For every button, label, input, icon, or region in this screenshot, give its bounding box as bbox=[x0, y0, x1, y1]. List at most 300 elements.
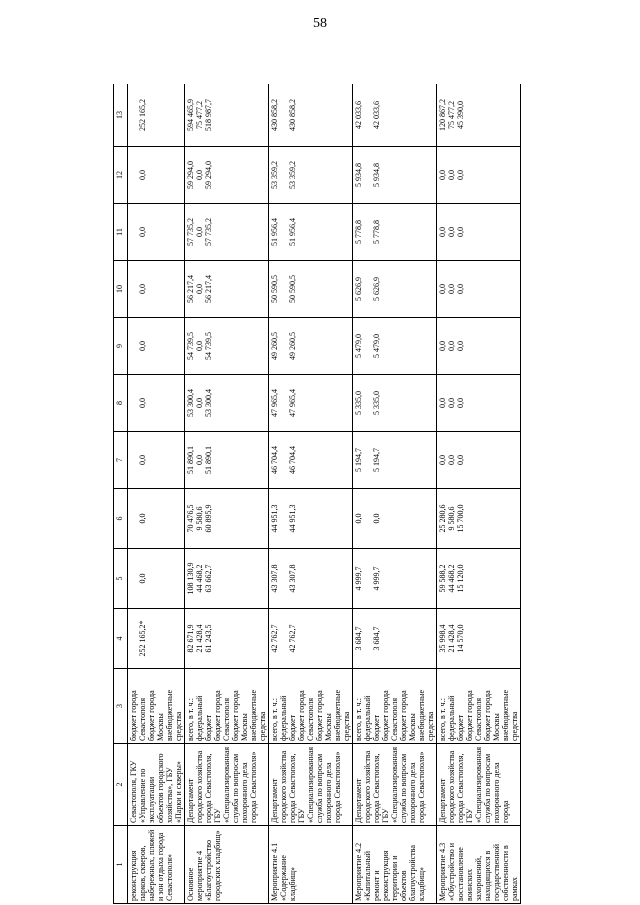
amount-cell bbox=[128, 549, 185, 609]
amount-value bbox=[222, 206, 231, 258]
amount-value bbox=[222, 263, 231, 315]
amount-value bbox=[279, 206, 288, 258]
amount-value: 5 335,0 bbox=[372, 391, 381, 415]
amount-cell bbox=[353, 147, 437, 204]
amount-value bbox=[213, 263, 222, 315]
amount-cell bbox=[128, 84, 185, 147]
column-number-row bbox=[114, 84, 128, 904]
amount-value bbox=[297, 491, 306, 546]
amount-value: 0,0 bbox=[138, 398, 147, 408]
amount-value bbox=[474, 149, 483, 201]
amount-value bbox=[213, 149, 222, 201]
funding-source-line: всего, в т. ч.: bbox=[438, 698, 447, 741]
amount-value: 51 890,1 bbox=[186, 446, 195, 474]
amount-value bbox=[297, 551, 306, 606]
amount-value bbox=[474, 551, 483, 606]
amount-value: 49 260,5 bbox=[288, 332, 297, 360]
amount-value bbox=[390, 434, 399, 486]
amount-value: 0,0 bbox=[456, 455, 465, 465]
funding-source-line: бюджет города Москвы bbox=[483, 690, 501, 741]
col-header: 9 bbox=[114, 318, 128, 375]
amount-value: 0,0 bbox=[438, 170, 447, 180]
amount-cell bbox=[353, 489, 437, 549]
amount-value: 59 294,0 bbox=[186, 161, 195, 189]
amount-value: 46 704,4 bbox=[270, 446, 279, 474]
amount-value bbox=[474, 491, 483, 546]
amount-value bbox=[129, 86, 138, 144]
amount-value bbox=[222, 86, 231, 144]
amount-cell bbox=[437, 147, 521, 204]
amount-cell bbox=[353, 375, 437, 432]
measure-name-cell: реконструкция парков, скверов, набережных, пляжей и зон отдыха города Севастополя» bbox=[128, 826, 185, 904]
col-header: 2 bbox=[114, 744, 128, 826]
amount-cell bbox=[353, 318, 437, 375]
amount-cell bbox=[269, 204, 353, 261]
amount-value bbox=[306, 263, 315, 315]
amount-value bbox=[297, 434, 306, 486]
amount-cell bbox=[269, 489, 353, 549]
amount-value bbox=[474, 377, 483, 429]
amount-value bbox=[147, 263, 156, 315]
amount-value bbox=[222, 551, 231, 606]
amount-cell bbox=[269, 609, 353, 669]
amount-value: 0,0 bbox=[372, 513, 381, 524]
amount-value bbox=[147, 491, 156, 546]
amount-value: 5 778,8 bbox=[354, 220, 363, 244]
page-number: 58 bbox=[313, 16, 327, 31]
amount-value: 4 999,7 bbox=[354, 566, 363, 591]
amount-value: 3 684,7 bbox=[354, 626, 363, 651]
amount-value: 120 867,2 bbox=[438, 99, 447, 131]
amount-value bbox=[390, 263, 399, 315]
col-header: 1 bbox=[114, 826, 128, 904]
amount-value bbox=[474, 263, 483, 315]
amount-value: 5 934,8 bbox=[372, 163, 381, 187]
amount-value: 15 120,0 bbox=[456, 564, 465, 593]
amount-cell bbox=[269, 432, 353, 489]
funding-source-line: бюджет города Москвы bbox=[399, 690, 417, 741]
amount-value bbox=[363, 434, 372, 486]
amount-value bbox=[279, 551, 288, 606]
amount-value bbox=[381, 551, 390, 606]
amount-value: 43 307,8 bbox=[270, 564, 279, 593]
amount-value bbox=[213, 551, 222, 606]
amount-value bbox=[213, 320, 222, 372]
amount-value bbox=[306, 206, 315, 258]
amount-value bbox=[390, 320, 399, 372]
amount-value: 35 998,4 bbox=[438, 624, 447, 653]
amount-cell bbox=[437, 489, 521, 549]
amount-value: 56 217,4 bbox=[204, 275, 213, 303]
amount-cell bbox=[437, 375, 521, 432]
amount-value: 594 465,9 bbox=[186, 99, 195, 131]
amount-value bbox=[222, 320, 231, 372]
amount-value bbox=[213, 377, 222, 429]
amount-value: 0,0 bbox=[438, 341, 447, 351]
amount-value: 53 359,2 bbox=[288, 161, 297, 189]
amount-value: 43 307,8 bbox=[288, 564, 297, 593]
amount-cell bbox=[437, 549, 521, 609]
table-row bbox=[437, 84, 521, 904]
amount-value: 0,0 bbox=[195, 398, 204, 408]
amount-value bbox=[474, 320, 483, 372]
amount-value bbox=[381, 611, 390, 666]
amount-value: 0,0 bbox=[447, 227, 456, 237]
amount-value: 15 700,0 bbox=[456, 504, 465, 533]
amount-value bbox=[465, 377, 474, 429]
funding-source-line: бюджет города Севастополя bbox=[129, 690, 147, 741]
amount-cell bbox=[128, 318, 185, 375]
amount-cell bbox=[185, 318, 269, 375]
amount-value bbox=[474, 434, 483, 486]
amount-cell bbox=[128, 147, 185, 204]
amount-value: 82 671,9 bbox=[186, 624, 195, 653]
amount-value: 0,0 bbox=[447, 284, 456, 294]
funding-source-line: бюджет города Севастополя bbox=[381, 690, 399, 741]
amount-value bbox=[222, 377, 231, 429]
amount-value bbox=[129, 320, 138, 372]
executor-cell: Севастополя, ГКУ «Управление по эксплуатации объектов городского хозяйства», ГБУ «Парки и скверы» bbox=[128, 744, 185, 826]
amount-value bbox=[381, 377, 390, 429]
amount-cell bbox=[128, 204, 185, 261]
funding-source-cell bbox=[128, 669, 185, 744]
funding-source-line: федеральный бюджет bbox=[195, 695, 213, 741]
amount-value: 44 951,3 bbox=[288, 504, 297, 533]
amount-value: 54 739,5 bbox=[186, 332, 195, 360]
amount-value bbox=[213, 491, 222, 546]
amount-value: 518 987,7 bbox=[204, 99, 213, 131]
amount-value: 51 956,4 bbox=[288, 218, 297, 246]
amount-value: 0,0 bbox=[195, 455, 204, 465]
amount-value: 42 033,6 bbox=[372, 101, 381, 129]
amount-value bbox=[129, 611, 138, 666]
amount-value: 61 243,5 bbox=[204, 624, 213, 653]
amount-value: 0,0 bbox=[438, 455, 447, 465]
amount-value bbox=[390, 86, 399, 144]
amount-value: 75 477,2 bbox=[447, 101, 456, 129]
amount-value: 51 890,1 bbox=[204, 446, 213, 474]
amount-cell bbox=[185, 375, 269, 432]
amount-value: 5 194,7 bbox=[372, 448, 381, 472]
col-header: 3 bbox=[114, 669, 128, 744]
amount-cell bbox=[353, 204, 437, 261]
amount-value bbox=[279, 320, 288, 372]
amount-value: 46 704,4 bbox=[288, 446, 297, 474]
amount-value: 47 965,4 bbox=[288, 389, 297, 417]
amount-cell bbox=[437, 204, 521, 261]
amount-cell bbox=[353, 432, 437, 489]
amount-value: 0,0 bbox=[438, 227, 447, 237]
table-row bbox=[353, 84, 437, 904]
funding-source-cell bbox=[437, 669, 521, 744]
budget-table bbox=[113, 84, 521, 904]
amount-value: 53 300,4 bbox=[204, 389, 213, 417]
col-header: 7 bbox=[114, 432, 128, 489]
amount-value bbox=[297, 611, 306, 666]
funding-source-line: всего, в т. ч.: bbox=[354, 698, 363, 741]
col-header: 4 bbox=[114, 609, 128, 669]
amount-value bbox=[297, 263, 306, 315]
funding-source-cell bbox=[269, 669, 353, 744]
table-row bbox=[185, 84, 269, 904]
amount-value: 0,0 bbox=[456, 170, 465, 180]
amount-value: 0,0 bbox=[447, 455, 456, 465]
amount-value bbox=[381, 149, 390, 201]
amount-value: 0,0 bbox=[138, 284, 147, 294]
amount-value: 5 479,0 bbox=[354, 334, 363, 358]
amount-value bbox=[213, 611, 222, 666]
amount-value bbox=[147, 611, 156, 666]
amount-value: 57 735,2 bbox=[204, 218, 213, 246]
amount-value bbox=[363, 263, 372, 315]
measure-name-cell: Мероприятие 4.3 «Обустройство и восстановление воинских захоронений, находящихся в государственной собственности в рамках bbox=[437, 826, 521, 904]
funding-source-line: внебюджетные средства bbox=[333, 690, 351, 741]
amount-value: 70 476,5 bbox=[186, 504, 195, 533]
amount-cell bbox=[437, 84, 521, 147]
amount-value bbox=[381, 86, 390, 144]
funding-source-line: внебюджетные средства bbox=[165, 690, 183, 741]
amount-value bbox=[147, 206, 156, 258]
funding-source-line: внебюджетные средства bbox=[417, 690, 435, 741]
amount-value bbox=[279, 149, 288, 201]
amount-cell bbox=[128, 489, 185, 549]
amount-value bbox=[129, 206, 138, 258]
amount-value bbox=[363, 149, 372, 201]
amount-value bbox=[147, 551, 156, 606]
amount-value bbox=[474, 611, 483, 666]
amount-value bbox=[465, 320, 474, 372]
funding-source-line: внебюджетные средства bbox=[501, 690, 519, 741]
amount-value bbox=[213, 86, 222, 144]
amount-value bbox=[306, 377, 315, 429]
executor-cell: Департамент городского хозяйства города Севастополя, ГБУ «Специализированная служба по вопросам похоронного дела города bbox=[437, 744, 521, 826]
amount-value bbox=[363, 320, 372, 372]
amount-value bbox=[390, 551, 399, 606]
amount-value: 0,0 bbox=[438, 284, 447, 294]
amount-value: 5 626,9 bbox=[354, 277, 363, 301]
amount-value bbox=[129, 263, 138, 315]
funding-source-line: федеральный бюджет bbox=[279, 695, 297, 741]
amount-value bbox=[297, 320, 306, 372]
amount-value bbox=[381, 206, 390, 258]
amount-value: 75 477,2 bbox=[195, 101, 204, 129]
amount-value: 9 580,6 bbox=[195, 506, 204, 531]
amount-value bbox=[306, 320, 315, 372]
amount-value: 57 735,2 bbox=[186, 218, 195, 246]
amount-value: 42 033,6 bbox=[354, 101, 363, 129]
funding-source-line: всего, в т. ч.: bbox=[270, 698, 279, 741]
amount-value: 108 130,9 bbox=[186, 562, 195, 595]
amount-value: 0,0 bbox=[447, 341, 456, 351]
amount-value: 59 294,0 bbox=[204, 161, 213, 189]
amount-value bbox=[381, 320, 390, 372]
amount-value: 54 739,5 bbox=[204, 332, 213, 360]
amount-value bbox=[129, 149, 138, 201]
amount-value bbox=[213, 434, 222, 486]
amount-value bbox=[297, 377, 306, 429]
amount-value bbox=[306, 551, 315, 606]
col-header: 11 bbox=[114, 204, 128, 261]
amount-cell bbox=[185, 549, 269, 609]
amount-cell bbox=[185, 84, 269, 147]
funding-source-line: бюджет города Москвы bbox=[231, 690, 249, 741]
col-header: 8 bbox=[114, 375, 128, 432]
amount-value: 50 590,5 bbox=[270, 275, 279, 303]
table-body bbox=[128, 84, 521, 904]
amount-value: 56 217,4 bbox=[186, 275, 195, 303]
amount-value bbox=[279, 263, 288, 315]
amount-cell bbox=[128, 261, 185, 318]
amount-cell bbox=[185, 204, 269, 261]
amount-value bbox=[306, 86, 315, 144]
amount-value bbox=[363, 551, 372, 606]
amount-value: 0,0 bbox=[138, 170, 147, 180]
amount-value bbox=[363, 377, 372, 429]
table-row bbox=[269, 84, 353, 904]
col-header: 13 bbox=[114, 84, 128, 147]
amount-value: 5 479,0 bbox=[372, 334, 381, 358]
amount-value bbox=[390, 377, 399, 429]
amount-value bbox=[279, 86, 288, 144]
amount-value: 25 280,6 bbox=[438, 504, 447, 533]
amount-value bbox=[363, 491, 372, 546]
amount-value: 0,0 bbox=[195, 227, 204, 237]
funding-source-line: бюджет города Москвы bbox=[147, 690, 165, 741]
amount-value bbox=[390, 149, 399, 201]
amount-value: 21 428,4 bbox=[447, 624, 456, 653]
amount-value bbox=[297, 206, 306, 258]
amount-value bbox=[297, 86, 306, 144]
amount-value: 47 965,4 bbox=[270, 389, 279, 417]
amount-value bbox=[465, 551, 474, 606]
col-header: 12 bbox=[114, 147, 128, 204]
col-header: 6 bbox=[114, 489, 128, 549]
funding-source-cell bbox=[353, 669, 437, 744]
amount-cell bbox=[353, 84, 437, 147]
amount-value: 42 762,7 bbox=[288, 624, 297, 653]
amount-value: 50 590,5 bbox=[288, 275, 297, 303]
amount-value bbox=[465, 149, 474, 201]
amount-cell bbox=[185, 261, 269, 318]
amount-cell bbox=[437, 318, 521, 375]
amount-value: 430 858,2 bbox=[288, 99, 297, 131]
amount-value: 49 260,5 bbox=[270, 332, 279, 360]
amount-value: 44 951,3 bbox=[270, 504, 279, 533]
col-header: 5 bbox=[114, 549, 128, 609]
amount-value bbox=[279, 491, 288, 546]
amount-value bbox=[465, 491, 474, 546]
amount-value: 5 778,8 bbox=[372, 220, 381, 244]
amount-value: 0,0 bbox=[456, 398, 465, 408]
amount-cell bbox=[128, 432, 185, 489]
amount-value: 0,0 bbox=[456, 341, 465, 351]
amount-value bbox=[147, 149, 156, 201]
measure-name-cell: Мероприятие 4.1 «Содержание кладбищ» bbox=[269, 826, 353, 904]
amount-value bbox=[363, 86, 372, 144]
amount-value: 44 468,2 bbox=[447, 564, 456, 593]
amount-cell bbox=[269, 84, 353, 147]
executor-cell: Департамент городского хозяйства города Севастополя, ГБУ «Специализированная служба по вопросам похоронного дела города Севастополя» bbox=[353, 744, 437, 826]
amount-value: 0,0 bbox=[138, 227, 147, 237]
amount-value: 53 300,4 bbox=[186, 389, 195, 417]
amount-value: 0,0 bbox=[456, 227, 465, 237]
amount-value bbox=[390, 491, 399, 546]
amount-value bbox=[465, 206, 474, 258]
amount-value: 0,0 bbox=[138, 341, 147, 351]
amount-value bbox=[279, 611, 288, 666]
amount-value: 0,0 bbox=[195, 284, 204, 294]
amount-value bbox=[213, 206, 222, 258]
amount-value bbox=[381, 263, 390, 315]
amount-value bbox=[306, 611, 315, 666]
amount-value: 5 934,8 bbox=[354, 163, 363, 187]
funding-source-line: всего, в т. ч.: bbox=[186, 698, 195, 741]
amount-value: 0,0 bbox=[195, 341, 204, 351]
amount-cell bbox=[128, 375, 185, 432]
amount-value bbox=[363, 206, 372, 258]
amount-value bbox=[306, 149, 315, 201]
amount-cell bbox=[269, 147, 353, 204]
amount-value bbox=[147, 86, 156, 144]
amount-value: 60 895,9 bbox=[204, 504, 213, 533]
amount-value: 53 359,2 bbox=[270, 161, 279, 189]
amount-value: 9 580,6 bbox=[447, 506, 456, 531]
amount-value: 63 662,7 bbox=[204, 564, 213, 593]
amount-cell bbox=[269, 375, 353, 432]
funding-source-line: внебюджетные средства bbox=[249, 690, 267, 741]
amount-value: 0,0 bbox=[138, 455, 147, 465]
amount-value: 252 165,2 bbox=[138, 99, 147, 131]
table-row bbox=[128, 84, 185, 904]
amount-value: 0,0 bbox=[195, 170, 204, 180]
amount-cell bbox=[128, 609, 185, 669]
amount-value bbox=[474, 86, 483, 144]
amount-value bbox=[129, 377, 138, 429]
amount-value bbox=[465, 611, 474, 666]
amount-value: 42 762,7 bbox=[270, 624, 279, 653]
amount-value bbox=[306, 491, 315, 546]
amount-value: 430 858,2 bbox=[270, 99, 279, 131]
executor-cell: Департамент городского хозяйства города Севастополя, ГБУ «Специализированная служба по вопросам похоронного дела города Севастополя» bbox=[269, 744, 353, 826]
amount-cell bbox=[185, 147, 269, 204]
amount-value bbox=[465, 86, 474, 144]
amount-value bbox=[222, 611, 231, 666]
amount-value bbox=[147, 434, 156, 486]
amount-cell bbox=[185, 609, 269, 669]
amount-value bbox=[129, 491, 138, 546]
amount-value: 0,0 bbox=[438, 398, 447, 408]
amount-value: 0,0 bbox=[138, 513, 147, 524]
amount-value bbox=[474, 206, 483, 258]
amount-value: 45 390,0 bbox=[456, 101, 465, 129]
funding-source-line: бюджет города Севастополя bbox=[297, 690, 315, 741]
amount-value bbox=[222, 149, 231, 201]
amount-value: 4 999,7 bbox=[372, 566, 381, 591]
amount-cell bbox=[353, 261, 437, 318]
amount-value bbox=[297, 149, 306, 201]
amount-cell bbox=[437, 432, 521, 489]
amount-value bbox=[147, 320, 156, 372]
amount-value bbox=[222, 491, 231, 546]
amount-value bbox=[129, 434, 138, 486]
funding-source-line: бюджет города Севастополя bbox=[213, 690, 231, 741]
amount-value: 59 588,2 bbox=[438, 564, 447, 593]
amount-value bbox=[279, 377, 288, 429]
measure-name-cell: Основное мероприятие 4 «Благоустройство городских кладбищ» bbox=[185, 826, 269, 904]
amount-value: 44 468,2 bbox=[195, 564, 204, 593]
funding-source-line: федеральный бюджет bbox=[363, 695, 381, 741]
funding-source-line: бюджет города Москвы bbox=[315, 690, 333, 741]
